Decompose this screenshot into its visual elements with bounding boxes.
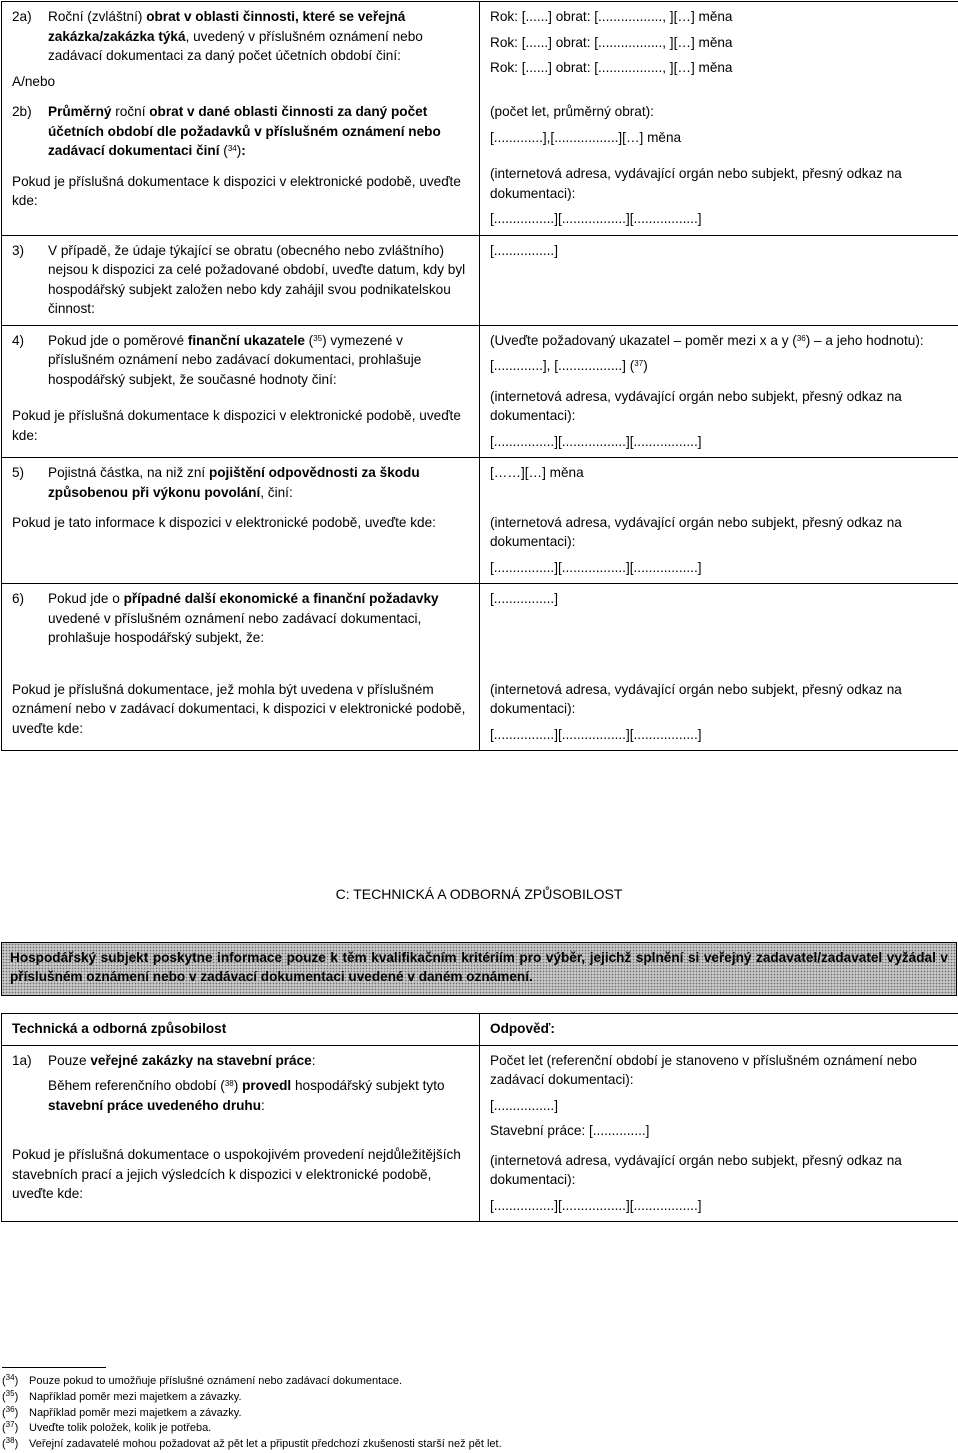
or-label: A/nebo [12,72,469,92]
row-5-answer[interactable] [480,458,958,584]
electronic-availability-label: Pokud je tato informace k dispozici v elektronické podobě, uveďte kde: [12,513,469,533]
footnote-rule [2,1367,106,1368]
item-text: Pojistná částka, na niž zní pojištění odpovědnosti za škodu způsobenou při výkonu povolání, činí: [48,463,469,502]
row-1a-question [2,1045,480,1222]
row-6-question [2,584,480,751]
electronic-availability-label: Pokud je příslušná dokumentace k dispozici v elektronické podobě, uveďte kde: [12,172,469,211]
row-3-answer[interactable] [480,235,958,325]
section-c-title: C: TECHNICKÁ A ODBORNÁ ZPŮSOBILOST [0,885,958,905]
electronic-availability-label: Pokud je příslušná dokumentace, jež mohla být uvedena v příslušném oznámení nebo v zadávací dokumentaci, k dispozici v elektronické podobě, uveďte kde: [12,680,469,739]
answer-hint: (internetová adresa, vydávající orgán nebo subjekt, přesný odkaz na dokumentaci): [490,164,948,203]
footnote: ($^{36}$) Například poměr mezi majetkem a závazky. [2,1406,502,1422]
row-1a-answer[interactable] [480,1045,958,1222]
answer-line[interactable]: [................][.................][.................] [490,558,948,578]
answer-hint: (internetová adresa, vydávající orgán nebo subjekt, přesný odkaz na dokumentaci): [490,1151,948,1190]
item-number: 3) [12,241,48,319]
row-3 [2,235,958,325]
item-text: Roční (zvláštní) obrat v oblasti činnosti, které se veřejná zakázka/zakázka týká, uvedený v příslušném oznámení nebo zadávací dokumentaci za daný počet účetních období činí: [48,7,469,66]
footnotes [2,1374,502,1453]
footnote: ($^{35}$) Například poměr mezi majetkem a závazky. [2,1390,502,1406]
item-number: 2a) [12,7,48,66]
answer-line[interactable]: Rok: [......] obrat: [................., ][…] měna [490,58,948,78]
footnote-ref: 38 [225,1079,234,1088]
footnote: ($^{34}$) Pouze pokud to umožňuje příslušné oznámení nebo zadávací dokumentace. [2,1374,502,1390]
footnote-ref: 37 [634,359,643,368]
item-text: Pokud jde o případné další ekonomické a finanční požadavky uvedené v příslušném oznámení nebo zadávací dokumentaci, prohlašuje hospodářský subjekt, že: [48,589,469,648]
item-text: V případě, že údaje týkající se obratu (obecného nebo zvláštního) nejsou k dispozici za celé požadované období, uveďte datum, kdy byl hospodářský subjekt založen nebo kdy zahájil svou podnikatelskou činnost: [48,241,469,319]
row-2a-answer[interactable] [480,2,958,98]
electronic-availability-label: Pokud je příslušná dokumentace o uspokojivém provedení nejdůležitějších stavebních prací a jejich výsledcích k dispozici v elektronické podobě, uveďte kde: [12,1145,469,1204]
answer-line[interactable]: Rok: [......] obrat: [................., ][…] měna [490,7,948,27]
footnote-ref: 35 [313,334,322,343]
answer-line[interactable]: [................] [490,1096,948,1116]
item-number: 4) [12,331,48,390]
electronic-availability-label: Pokud je příslušná dokumentace k dispozici v elektronické podobě, uveďte kde: [12,406,469,445]
row-5 [2,458,958,584]
header-row [2,1014,958,1046]
item-number: 1a) [12,1051,48,1071]
footnote: ($^{38}$) Veřejní zadavatelé mohou požadovat až pět let a připustit předchozí zkušenosti starší než pět let. [2,1437,502,1453]
answer-hint: Počet let (referenční období je stanoveno v příslušném oznámení nebo zadávací dokumentaci): [490,1051,948,1090]
answer-hint: (počet let, průměrný obrat): [490,102,948,122]
answer-line[interactable]: [................][.................][.................] [490,209,948,229]
footnote-ref: 34 [228,144,237,153]
answer-hint: (Uveďte požadovaný ukazatel – poměr mezi x a y ($^{36}$) – a jeho hodnotu): [490,331,948,351]
footnote-ref: 36 [797,334,806,343]
answer-line[interactable]: [.............], [.................] ($^{37}$) [490,356,948,376]
header-right: Odpověď: [480,1014,958,1046]
answer-line[interactable]: [.............],[.................][…] měna [490,128,948,148]
answer-line[interactable]: [................][.................][.................] [490,725,948,745]
row-3-question [2,235,480,325]
row-4-question [2,325,480,458]
technical-ability-table [1,1013,958,1222]
row-2b [2,97,958,235]
item-text: Pokud jde o poměrové finanční ukazatele ($^{35}$) vymezené v příslušném oznámení nebo zadávací dokumentaci, prohlašuje hospodářský subjekt, že současné hodnoty činí: [48,331,469,390]
answer-line[interactable]: [……][…] měna [490,463,948,483]
answer-line[interactable]: [................][.................][.................] [490,432,948,452]
answer-hint: (internetová adresa, vydávající orgán nebo subjekt, přesný odkaz na dokumentaci): [490,387,948,426]
row-1a [2,1045,958,1222]
item-subtext: Během referenčního období ($^{38}$) provedl hospodářský subjekt tyto stavební práce uvedeného druhu: [48,1076,469,1115]
answer-hint: (internetová adresa, vydávající orgán nebo subjekt, přesný odkaz na dokumentaci): [490,680,948,719]
item-number: 6) [12,589,48,648]
row-2a [2,2,958,98]
row-6 [2,584,958,751]
row-2a-question [2,2,480,98]
row-2b-answer[interactable] [480,97,958,235]
answer-line[interactable]: Stavební práce: [..............] [490,1121,948,1141]
item-number: 5) [12,463,48,502]
answer-line[interactable]: [................][.................][.................] [490,1196,948,1216]
section-c-notice: Hospodářský subjekt poskytne informace pouze k těm kvalifikačním kritériím pro výběr, jejichž splnění si veřejný zadavatel/zadavatel vyžádal v příslušném oznámení nebo v zadávací dokumentaci uvedené v daném oznámení. [1,942,957,996]
row-2b-question [2,97,480,235]
header-left: Technická a odborná způsobilost [2,1014,480,1046]
row-6-answer[interactable] [480,584,958,751]
answer-line[interactable]: Rok: [......] obrat: [................., ][…] měna [490,33,948,53]
answer-line[interactable]: [................] [490,241,948,261]
item-text: Pouze veřejné zakázky na stavební práce: [48,1051,469,1071]
answer-hint: (internetová adresa, vydávající orgán nebo subjekt, přesný odkaz na dokumentaci): [490,513,948,552]
item-number: 2b) [12,102,48,161]
row-5-question [2,458,480,584]
row-4 [2,325,958,458]
footnote: ($^{37}$) Uveďte tolik položek, kolik je potřeba. [2,1421,502,1437]
row-4-answer[interactable] [480,325,958,458]
item-text: Průměrný roční obrat v dané oblasti činnosti za daný počet účetních období dle požadavků v příslušném oznámení nebo zadávací dokumentaci činí ($^{34}$): [48,102,469,161]
financial-standing-table [1,1,958,751]
answer-line[interactable]: [................] [490,589,948,609]
